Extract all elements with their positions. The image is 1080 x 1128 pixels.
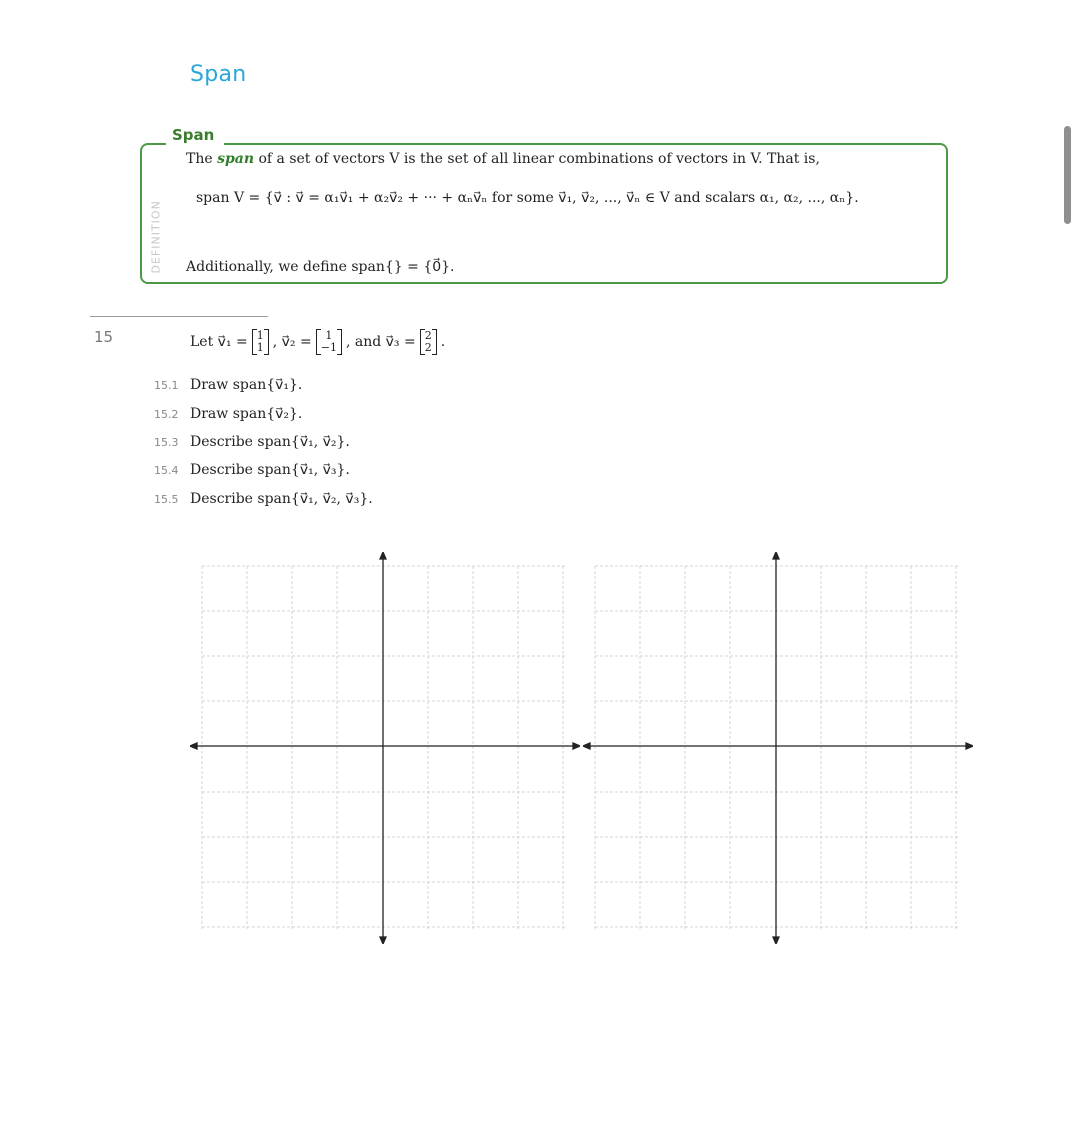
scrollbar-thumb[interactable] bbox=[1064, 126, 1071, 224]
definition-title: Span bbox=[166, 126, 224, 150]
v3-entry-2: 2 bbox=[424, 341, 432, 354]
sub-item-number: 15.5 bbox=[154, 493, 179, 506]
sub-item bbox=[154, 377, 302, 393]
sub-item-text: Describe span{v⃗₁, v⃗₂}. bbox=[190, 434, 350, 450]
sub-item-text: Draw span{v⃗₂}. bbox=[190, 406, 303, 422]
coordinate-grid-left[interactable] bbox=[190, 552, 580, 944]
sub-item bbox=[154, 462, 350, 478]
v3-entry-1: 2 bbox=[424, 329, 432, 342]
sub-item bbox=[154, 406, 302, 422]
v2-entry-2: −1 bbox=[320, 341, 337, 354]
vector-v2-matrix bbox=[316, 329, 342, 355]
statement-end: . bbox=[440, 334, 446, 350]
sub-item bbox=[154, 491, 373, 507]
vector-v1-matrix bbox=[252, 329, 269, 355]
section-title: Span bbox=[190, 62, 247, 87]
v2-entry-1: 1 bbox=[325, 329, 333, 342]
definition-line-1-post: of a set of vectors V is the set of all linear combinations of vectors in V. That is, bbox=[254, 151, 820, 167]
definition-side-label: DEFINITION bbox=[149, 200, 163, 274]
sub-item-number: 15.2 bbox=[154, 408, 179, 421]
sub-item-number: 15.3 bbox=[154, 436, 179, 449]
v2-label: , v⃗₂ = bbox=[272, 334, 312, 350]
sub-item-number: 15.1 bbox=[154, 379, 179, 392]
definition-line-3: Additionally, we define span{} = {0⃗}. bbox=[186, 259, 455, 275]
sub-item-number: 15.4 bbox=[154, 464, 179, 477]
definition-line-1-pre: The bbox=[186, 151, 218, 167]
grid-lines bbox=[595, 566, 959, 930]
let-text: Let v⃗₁ = bbox=[190, 334, 248, 350]
problem-divider bbox=[90, 316, 268, 317]
sub-item bbox=[154, 434, 350, 450]
sub-item-text: Describe span{v⃗₁, v⃗₂, v⃗₃}. bbox=[190, 491, 373, 507]
coordinate-grid-right[interactable] bbox=[583, 552, 973, 944]
definition-term: span bbox=[217, 151, 255, 167]
definition-line-1 bbox=[186, 151, 820, 167]
vector-v3-matrix bbox=[420, 329, 437, 355]
problem-statement bbox=[190, 329, 445, 355]
v3-label: , and v⃗₃ = bbox=[345, 334, 416, 350]
sub-item-text: Draw span{v⃗₁}. bbox=[190, 377, 303, 393]
v1-entry-2: 1 bbox=[256, 341, 264, 354]
definition-formula: span V = {v⃗ : v⃗ = α₁v⃗₁ + α₂v⃗₂ + ··· + αₙv⃗ₙ for some v⃗₁, v⃗₂, ..., v⃗ₙ ∈ V and scalars α₁, α₂, ..., αₙ}. bbox=[196, 190, 859, 206]
problem-number: 15 bbox=[94, 328, 114, 346]
grid-lines bbox=[202, 566, 566, 930]
v1-entry-1: 1 bbox=[256, 329, 264, 342]
sub-item-text: Describe span{v⃗₁, v⃗₃}. bbox=[190, 462, 350, 478]
